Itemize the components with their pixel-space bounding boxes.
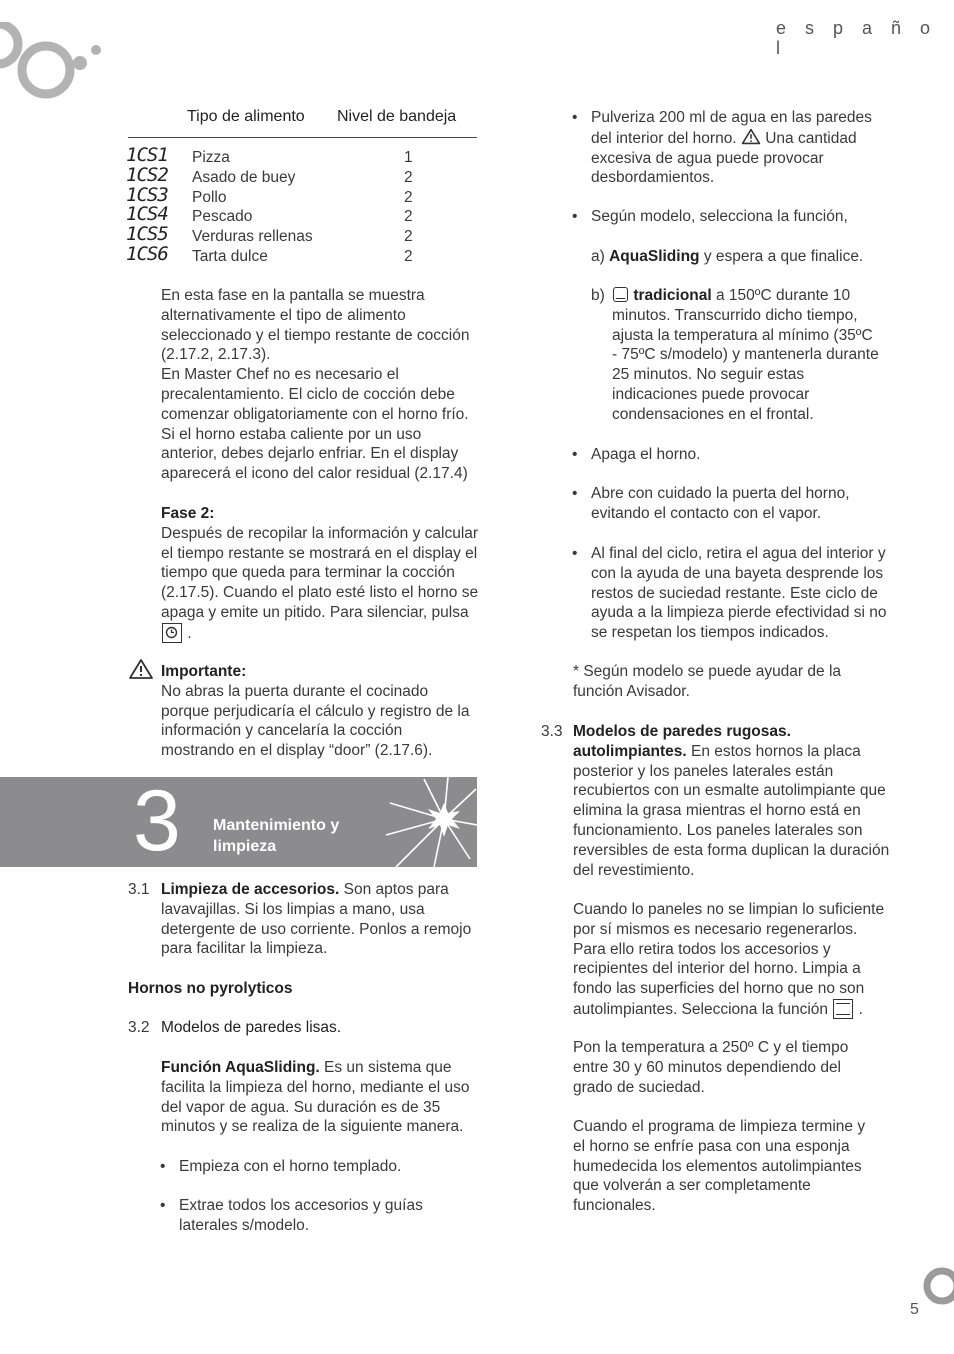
aquasliding-block	[161, 1058, 479, 1137]
section-number: 3	[133, 773, 181, 869]
table-row	[126, 144, 426, 168]
list-item	[572, 544, 891, 643]
display-code: 1CS1	[126, 144, 168, 166]
section-title-line: Mantenimiento y	[213, 817, 340, 834]
section-3-2-title-text: Modelos de paredes lisas.	[161, 1019, 342, 1036]
punctuation: .	[187, 624, 192, 642]
paragraph: Pon la temperatura a 250º C y el tiempo entre 30 y 60 minutos dependiendo del grado de suciedad.	[573, 1039, 849, 1096]
paragraph: Después de recopilar la información y calcular el tiempo restante se mostrará en el display el tiempo que queda para terminar la cocción (2.17.5). Cuando el plato esté listo el horno se apaga y emite un pitido. Para silenciar, pulsa	[161, 524, 479, 621]
list-item-text: Una cantidad excesiva de agua puede provocar desbordamientos.	[591, 129, 857, 187]
paragraph: En esta fase en la pantalla se muestra alternativamente el tipo de alimento seleccionado y el tiempo restante de cocción (2.17.2, 2.17.3).	[161, 287, 470, 364]
table-cell-food: Pollo	[192, 188, 227, 206]
table-row	[126, 163, 426, 188]
page-number: 5	[910, 1301, 919, 1318]
list-item	[160, 1157, 479, 1177]
hornos-title: Hornos no pyrolyticos	[128, 980, 293, 997]
paragraph: Son aptos para lavavajillas. Si los limpias a mano, usa detergente de uso corriente. Ponlos a remojo para facilitar la limpieza.	[161, 881, 472, 958]
bullet: •	[160, 1158, 166, 1175]
display-code: 1CS4	[126, 203, 168, 226]
table-divider	[128, 137, 477, 138]
section-3-3-number: 3.3	[541, 723, 563, 740]
section-3-1-number: 3.1	[128, 881, 150, 898]
bullet: •	[572, 485, 578, 502]
option-label: a)	[591, 248, 605, 265]
list-item	[572, 445, 891, 465]
section-title	[213, 815, 339, 857]
warning-icon	[128, 658, 154, 680]
option-b-label: b)	[591, 287, 605, 304]
list-item	[572, 484, 886, 524]
important-title: Importante:	[161, 663, 247, 680]
aquasliding-title: Función AquaSliding.	[161, 1059, 320, 1076]
list-item-text: Extrae todos los accesorios y guías laterales s/modelo.	[179, 1197, 423, 1234]
table-cell-level: 2	[404, 188, 413, 206]
hornos-heading	[128, 979, 293, 999]
paragraph: En Master Chef no es necesario el precalentamiento. El ciclo de cocción debe comenzar obligatoriamente con el horno frío. Si el horno estaba caliente por un uso anterior, debes dejarlo enfriar. En el display aparecerá el icono del calor residual (2.17.4)	[161, 366, 469, 483]
option-text: y espera a que finalice.	[699, 248, 864, 265]
phase1-description	[161, 286, 479, 484]
table-header-level: Nivel de bandeja	[337, 108, 457, 125]
section-3-3-title: Modelos de paredes rugosas. autolimpiantes.	[573, 723, 791, 760]
bullet: •	[572, 208, 578, 225]
display-code: 1CS6	[126, 243, 168, 265]
section-3-3	[573, 722, 891, 880]
language-label: e s p a ñ o l	[776, 18, 938, 58]
table-cell-level: 2	[404, 228, 413, 246]
list-item-text: Apaga el horno.	[591, 446, 701, 463]
paragraph: Cuando lo paneles no se limpian lo suficiente por sí mismos es necesario regenerarlos. Para ello retira todos los accesorios y recipientes del interior del horno. Limpia a fondo las superficies del horno que no son autolimpiantes. Selecciona la función	[573, 901, 885, 1018]
table-row	[126, 203, 426, 227]
table-cell-level: 2	[404, 248, 413, 265]
list-item	[572, 207, 891, 227]
list-item-text: Abre con cuidado la puerta del horno, evitando el contacto con el vapor.	[591, 485, 850, 522]
section-title-line: limpieza	[213, 838, 277, 855]
bullet: •	[572, 545, 578, 562]
bullet: •	[572, 446, 578, 463]
list-item-text: Al final del ciclo, retira el agua del interior y con la ayuda de una bayeta desprende los restos de suciedad restante. Este ciclo de ayuda a la limpieza pierde efectividad si no se respetan los tiempos indicados.	[591, 545, 887, 642]
option-a	[591, 247, 891, 267]
top-bottom-heat-icon	[833, 999, 853, 1019]
bullet: •	[572, 109, 578, 126]
option-title: AquaSliding	[609, 248, 700, 265]
section-3-1	[161, 880, 479, 959]
table-cell-food: Pescado	[192, 208, 253, 226]
paragraph: En estos hornos la placa posterior y los paneles laterales están recubiertos con un esmalte autolimpiante que elimina la grasa mientras el horno está en funcionamiento. Los paneles laterales son reversibles de esta forma duplican la duración del revestimiento.	[573, 742, 890, 879]
table-row	[126, 243, 426, 267]
circle-decoration-icon	[920, 1264, 954, 1308]
table-cell-level: 2	[404, 208, 413, 226]
timer-icon	[162, 623, 182, 643]
brand-logo-icon	[0, 22, 110, 102]
table-row	[126, 223, 426, 247]
table-cell-food: Pizza	[192, 149, 230, 166]
footnote: * Según modelo se puede ayudar de la función Avisador.	[573, 663, 842, 700]
table-cell-level: 2	[404, 168, 413, 186]
table-row	[126, 183, 426, 208]
table-header-food: Tipo de alimento	[187, 108, 305, 125]
table-cell-food: Asado de buey	[192, 168, 296, 186]
table-cell-level: 1	[404, 149, 413, 166]
sparkle-icon	[382, 777, 477, 867]
list-item	[572, 108, 891, 188]
display-code: 1CS2	[126, 163, 168, 186]
paragraph: Cuando el programa de limpieza termine y el horno se enfríe pasa con una esponja humedecida los elementos autolimpiantes que volverán a ser completamente funcionales.	[573, 1118, 866, 1215]
display-code: 1CS5	[126, 223, 168, 246]
table-cell-food: Tarta dulce	[192, 248, 268, 265]
option-b	[612, 286, 882, 425]
phase2-block	[161, 504, 479, 644]
regenerate-paragraph	[573, 900, 891, 1020]
section-3-2-number: 3.2	[128, 1019, 150, 1036]
phase2-title: Fase 2:	[161, 505, 215, 522]
display-code: 1CS3	[126, 183, 168, 206]
list-item-text: Empieza con el horno templado.	[179, 1158, 402, 1175]
paragraph: No abras la puerta durante el cocinado porque perjudicaría el cálculo y registro de la información y cancelaría la cocción mostrando en el display “door” (2.17.6).	[161, 682, 470, 760]
list-item-text: Pulveriza 200 ml de agua en las paredes del interior del horno.	[591, 109, 872, 147]
section-3-1-title: Limpieza de accesorios.	[161, 881, 340, 898]
punctuation: .	[858, 1000, 863, 1018]
option-text: a 150ºC durante 10 minutos. Transcurrido dicho tiempo, ajusta la temperatura al mínimo (35ºC - 75ºC s/modelo) y mantenerla durante 25 minutos. No seguir estas indicaciones puede provocar condensaciones en el frontal.	[612, 287, 879, 423]
list-item	[160, 1196, 479, 1236]
table-cell-food: Verduras rellenas	[192, 228, 313, 246]
paragraph: Es un sistema que facilita la limpieza del horno, mediante el uso del vapor de agua. Su duración es de 35 minutos y se realiza de la siguiente manera.	[161, 1059, 470, 1136]
warning-icon	[741, 128, 761, 145]
important-block	[161, 662, 479, 761]
bullet: •	[160, 1197, 166, 1214]
option-title: tradicional	[633, 287, 712, 304]
traditional-function-icon	[613, 287, 628, 302]
list-item-text: Según modelo, selecciona la función,	[591, 208, 848, 225]
section-3-2-title	[161, 1018, 479, 1038]
